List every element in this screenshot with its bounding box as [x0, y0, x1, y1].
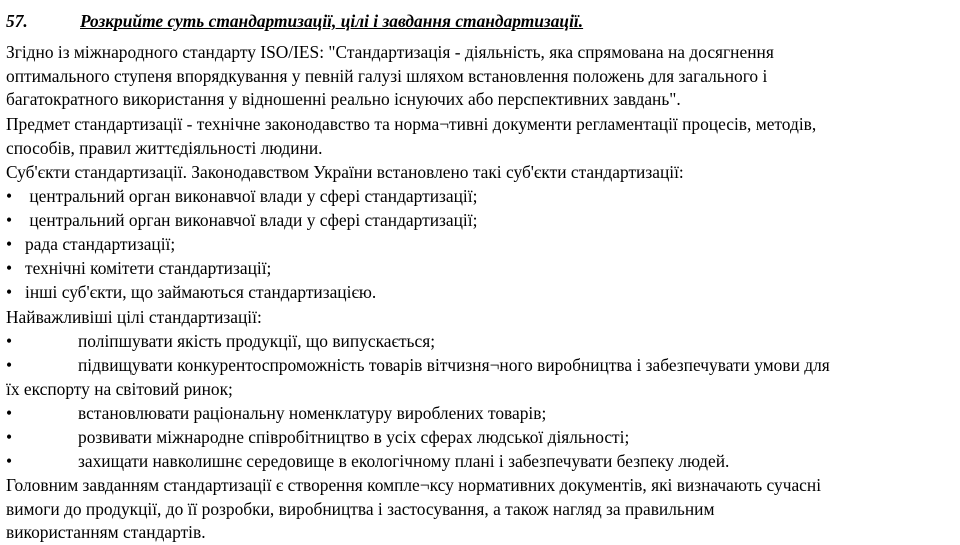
subjects-item-text: центральний орган виконавчої влади у сфері стандартизації;	[25, 186, 478, 206]
subjects-list-item	[6, 209, 477, 233]
subjects-list-item	[6, 233, 175, 257]
main-task-line-2: вимоги до продукції, до її розробки, виробництва і застосування, а також нагляд за правильним	[6, 499, 715, 519]
bullet: •	[6, 210, 13, 230]
goals-list-item	[6, 402, 546, 426]
bullet: •	[6, 234, 13, 254]
subjects-item-text: технічні комітети стандартизації;	[25, 258, 272, 278]
main-task-line-1: Головним завданням стандартизації є створення компле¬ксу нормативних документів, які визначають сучасні	[6, 475, 822, 495]
bullet: •	[6, 282, 13, 302]
question-number: 57.	[6, 11, 28, 31]
subjects-list-item	[6, 257, 271, 281]
subjects-list-item	[6, 185, 477, 209]
goals-item-text: підвищувати конкурентоспроможність товарів вітчизня¬ного виробництва і забезпечувати умови для	[78, 355, 830, 375]
bullet: •	[6, 186, 13, 206]
goals-intro: Найважливіші цілі стандартизації:	[6, 307, 262, 327]
question-title: Розкрийте суть стандартизації, цілі і завдання стандартизації.	[80, 11, 584, 31]
bullet: •	[6, 355, 13, 375]
goals-item-text: встановлювати раціональну номенклатуру вироблених товарів;	[78, 403, 547, 423]
definition-line-3: багатократного використання у відношенні реально існуючих або перспективних завдань".	[6, 89, 681, 109]
subjects-item-text: рада стандартизації;	[25, 234, 176, 254]
goals-item-continuation: їх експорту на світовий ринок;	[6, 379, 233, 399]
subject-line-2: способів, правил життєдіяльності людини.	[6, 138, 323, 158]
bullet: •	[6, 258, 13, 278]
goals-item-text: захищати навколишнє середовище в екологічному плані і забезпечувати безпеку людей.	[78, 451, 730, 471]
goals-list-item	[6, 354, 830, 378]
definition-line-2: оптимального ступеня впорядкування у певній галузі шляхом встановлення положень для загального і	[6, 66, 768, 86]
goals-item-text: розвивати міжнародне співробітництво в усіх сферах людської діяльності;	[78, 427, 630, 447]
goals-item-text: поліпшувати якість продукції, що випускається;	[78, 331, 436, 351]
definition-line-1: Згідно із міжнародного стандарту ISO/IES: "Стандартизація - діяльність, яка спрямована на досягнення	[6, 42, 774, 62]
main-task-line-3: використанням стандартів.	[6, 522, 206, 542]
subjects-list-item	[6, 281, 376, 305]
goals-list-item	[6, 426, 629, 450]
question-heading	[6, 10, 583, 34]
subject-line-1: Предмет стандартизації - технічне законодавство та норма¬тивні документи регламентації процесів, методів,	[6, 114, 817, 134]
bullet: •	[6, 331, 13, 351]
bullet: •	[6, 451, 13, 471]
goals-list-item	[6, 330, 435, 354]
bullet: •	[6, 427, 13, 447]
goals-list-item	[6, 450, 729, 474]
bullet: •	[6, 403, 13, 423]
subjects-intro: Суб'єкти стандартизації. Законодавством України встановлено такі суб'єкти стандартизації:	[6, 162, 684, 182]
subjects-item-text: центральний орган виконавчої влади у сфері стандартизації;	[25, 210, 478, 230]
subjects-item-text: інші суб'єкти, що займаються стандартизацією.	[25, 282, 377, 302]
